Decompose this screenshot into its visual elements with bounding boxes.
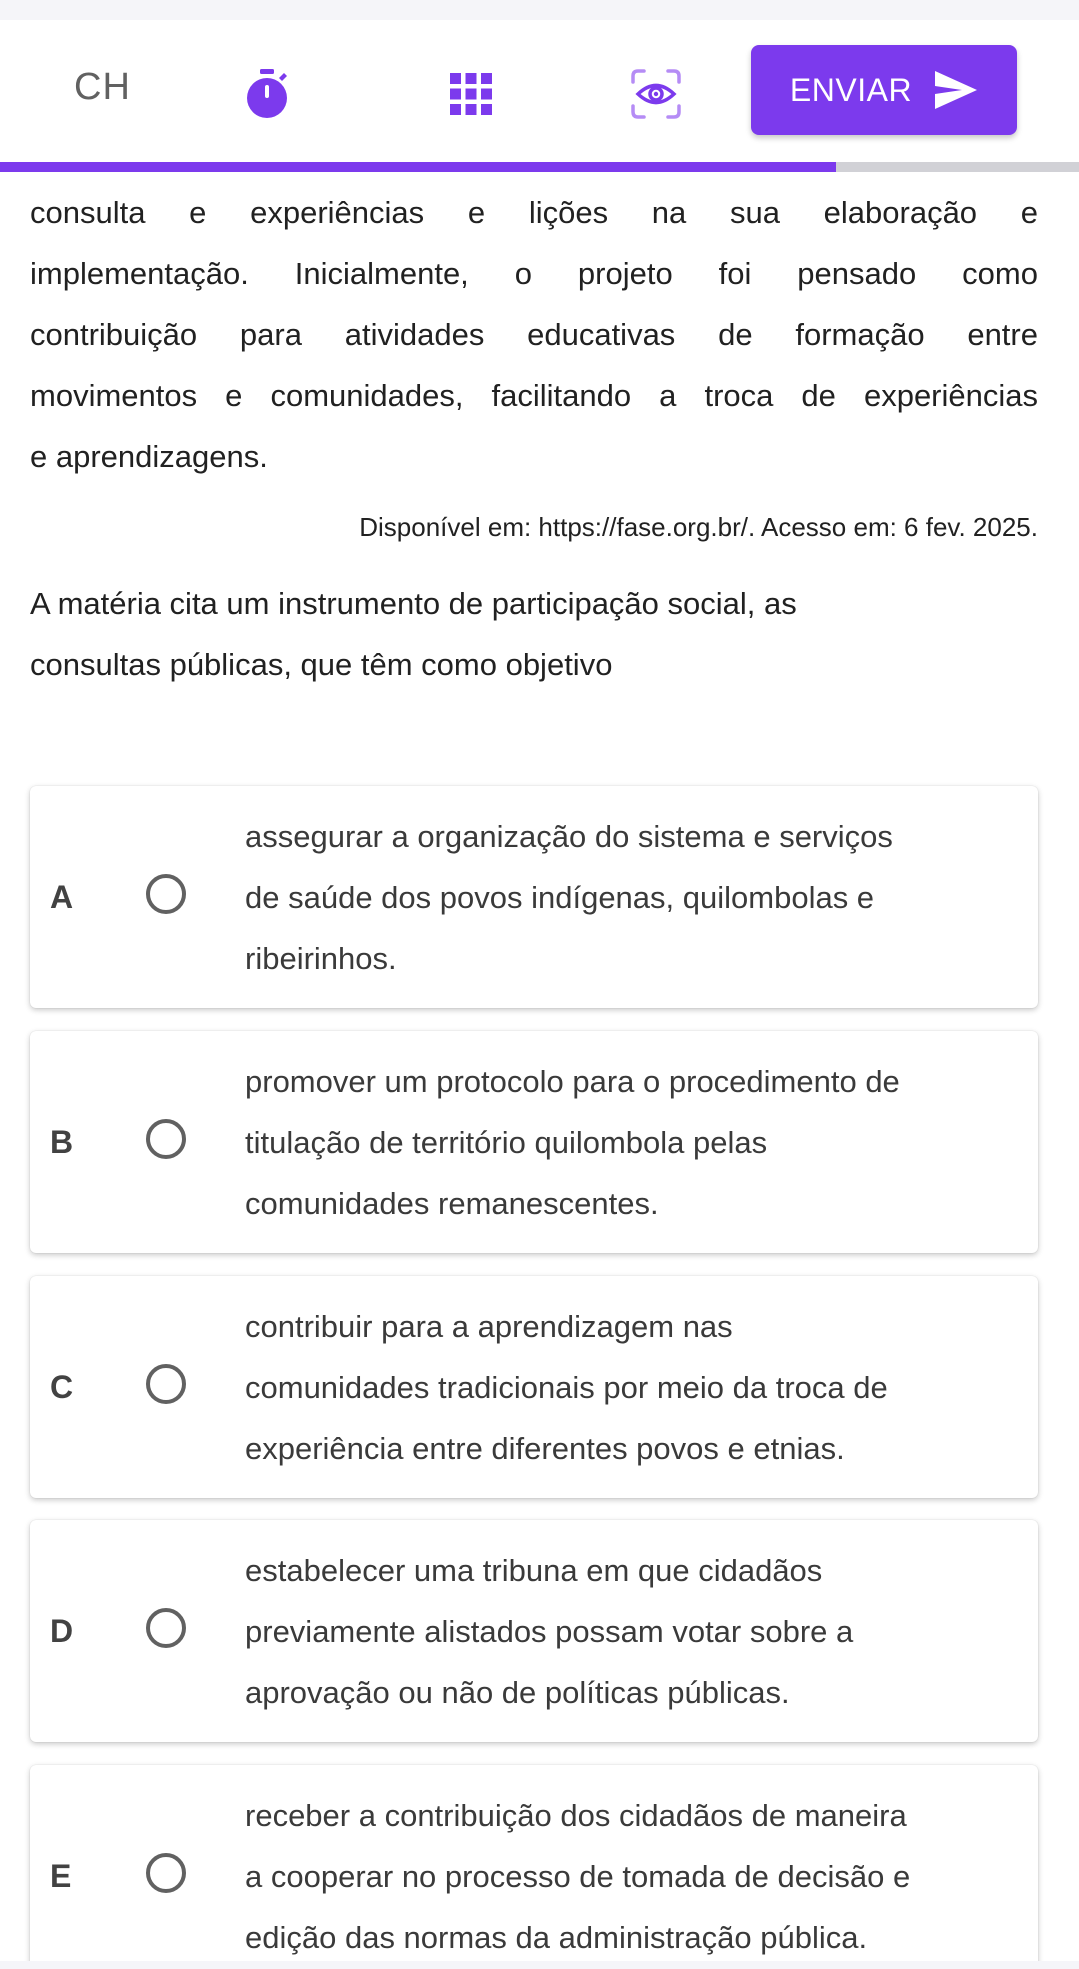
prompt-line: A matéria cita um instrumento de participação social, as [30, 586, 797, 621]
option-line: a cooperar no processo de tomada de decisão e [245, 1859, 911, 1894]
option-a[interactable] [30, 786, 1038, 1008]
grid-menu-icon [449, 72, 493, 116]
option-line: comunidades remanescentes. [245, 1186, 659, 1221]
progress-bar [0, 162, 1079, 172]
question-page [0, 20, 1079, 1961]
option-line: comunidades tradicionais por meio da troca de [245, 1370, 888, 1405]
option-text [245, 1785, 1035, 1961]
option-text [245, 1540, 1035, 1723]
option-line: promover um protocolo para o procedimento de [245, 1064, 900, 1099]
passage-line: movimentos e comunidades, facilitando a troca de experiências [30, 378, 1038, 413]
progress-bar-fill [0, 162, 836, 172]
option-c[interactable] [30, 1276, 1038, 1498]
option-radio[interactable] [146, 1364, 186, 1404]
passage-line: consulta e experiências e lições na sua elaboração e [30, 195, 1038, 230]
option-letter: C [50, 1368, 74, 1405]
option-letter: D [50, 1612, 74, 1649]
send-button[interactable] [751, 45, 1017, 135]
send-arrow-icon [934, 70, 978, 110]
option-text [245, 1051, 1035, 1234]
visibility-button[interactable] [624, 62, 688, 126]
option-b[interactable] [30, 1031, 1038, 1253]
option-text [245, 1296, 1035, 1479]
option-line: receber a contribuição dos cidadãos de maneira [245, 1798, 907, 1833]
option-line: edição das normas da administração pública. [245, 1920, 868, 1955]
option-text [245, 806, 1035, 989]
option-line: titulação de território quilombola pelas [245, 1125, 768, 1160]
option-letter: B [50, 1123, 74, 1160]
option-e[interactable] [30, 1765, 1038, 1961]
top-toolbar [0, 20, 1079, 162]
stopwatch-icon [243, 68, 291, 120]
send-button-label: ENVIAR [789, 71, 913, 108]
option-line: ribeirinhos. [245, 941, 397, 976]
subject-code: CH [74, 66, 131, 108]
passage-text [30, 182, 1038, 487]
option-line: experiência entre diferentes povos e etnias. [245, 1431, 845, 1466]
passage-line: e aprendizagens. [30, 439, 268, 474]
option-line: de saúde dos povos indígenas, quilombolas e [245, 880, 875, 915]
source-citation: Disponível em: https://fase.org.br/. Acesso em: 6 fev. 2025. [359, 512, 1038, 542]
option-line: assegurar a organização do sistema e serviços [245, 819, 893, 854]
option-line: estabelecer uma tribuna em que cidadãos [245, 1553, 823, 1588]
question-prompt [30, 573, 1040, 695]
option-line: previamente alistados possam votar sobre a [245, 1614, 854, 1649]
question-grid-button[interactable] [439, 62, 503, 126]
option-line: contribuir para a aprendizagem nas [245, 1309, 733, 1344]
option-radio[interactable] [146, 1608, 186, 1648]
timer-button[interactable] [235, 62, 299, 126]
option-radio[interactable] [146, 874, 186, 914]
option-d[interactable] [30, 1520, 1038, 1742]
option-letter: A [50, 878, 74, 915]
passage-line: implementação. Inicialmente, o projeto foi pensado como [30, 256, 1038, 291]
option-line: aprovação ou não de políticas públicas. [245, 1675, 790, 1710]
option-letter: E [50, 1857, 72, 1894]
option-radio[interactable] [146, 1119, 186, 1159]
eye-scan-icon [630, 68, 682, 120]
option-radio[interactable] [146, 1853, 186, 1893]
prompt-line: consultas públicas, que têm como objetivo [30, 647, 613, 682]
passage-line: contribuição para atividades educativas de formação entre [30, 317, 1038, 352]
